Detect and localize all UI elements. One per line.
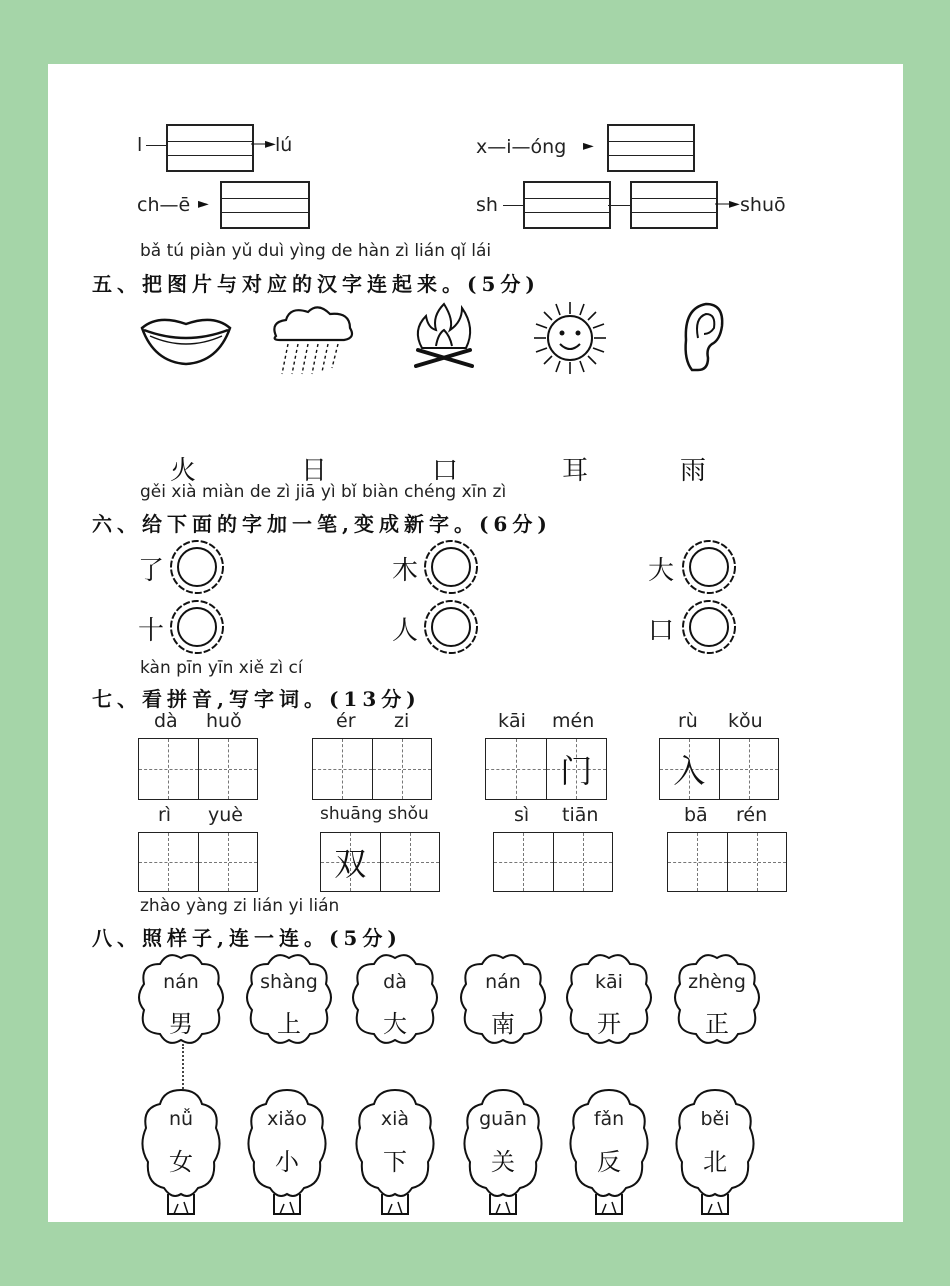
ear-icon: [678, 300, 726, 374]
grid-cell[interactable]: [373, 739, 432, 799]
base-char: 木: [392, 556, 419, 586]
match-char[interactable]: 日: [301, 456, 328, 486]
grid-cell[interactable]: [720, 739, 779, 799]
grid-cell[interactable]: 入: [660, 739, 720, 799]
grid-cell[interactable]: [554, 833, 613, 891]
word-pinyin: shuāng: [320, 804, 383, 824]
flower-pinyin: shàng: [260, 971, 318, 993]
word-pinyin: ér: [336, 710, 356, 732]
spell-left: sh: [476, 194, 498, 216]
tree-pinyin: xiǎo: [267, 1108, 307, 1130]
flower-answer-icon[interactable]: [680, 538, 738, 596]
writing-grid[interactable]: [485, 738, 607, 800]
flower-answer-icon[interactable]: [168, 538, 226, 596]
match-char[interactable]: 雨: [680, 456, 707, 486]
heading-pinyin: kàn pīn yīn xiě zì cí: [140, 658, 303, 678]
word-pinyin: mén: [552, 710, 595, 732]
sun-icon: [532, 300, 608, 376]
flower-pinyin: kāi: [595, 971, 623, 993]
tree-char: 北: [703, 1148, 727, 1176]
grid-cell[interactable]: [728, 833, 787, 891]
connector-line: [608, 205, 630, 206]
rain-cloud-icon: [266, 304, 358, 378]
tree-pinyin: nǚ: [168, 1108, 194, 1130]
writing-grid[interactable]: [138, 738, 258, 800]
connector-line: [146, 145, 166, 146]
tree-char: 下: [383, 1148, 407, 1176]
heading-pinyin: gěi xià miàn de zì jiā yì bǐ biàn chéng xīn zì: [140, 482, 507, 502]
fire-icon: [408, 300, 480, 372]
flower-answer-icon[interactable]: [422, 538, 480, 596]
match-char[interactable]: 火: [170, 456, 197, 486]
grid-cell[interactable]: [381, 833, 440, 891]
pinyin-answer-box[interactable]: [220, 181, 310, 229]
section-heading-5: 五、把图片与对应的汉字连起来。(5分): [92, 272, 540, 296]
grid-cell[interactable]: [486, 739, 547, 799]
word-pinyin: huǒ: [206, 710, 242, 732]
word-pinyin: shǒu: [388, 804, 429, 824]
section-heading-6: 六、给下面的字加一笔,变成新字。(6分): [92, 512, 552, 536]
tree-char: 关: [491, 1148, 515, 1176]
flower-char: 正: [705, 1010, 729, 1038]
writing-grid[interactable]: [138, 832, 258, 892]
grid-cell[interactable]: [139, 739, 199, 799]
word-pinyin: rén: [736, 804, 768, 826]
flower-pinyin: nán: [485, 971, 521, 993]
base-char: 大: [648, 556, 675, 586]
match-char[interactable]: 口: [432, 456, 459, 486]
base-char: 人: [392, 616, 419, 646]
word-pinyin: kǒu: [728, 710, 763, 732]
writing-grid[interactable]: [659, 738, 779, 800]
spell-result: lú: [275, 134, 293, 156]
heading-pinyin: bǎ tú piàn yǔ duì yìng de hàn zì lián qǐ lái: [140, 241, 492, 261]
worksheet-page: [48, 64, 903, 1222]
word-pinyin: rù: [678, 710, 698, 732]
flower-char: 大: [383, 1010, 407, 1038]
grid-cell[interactable]: [199, 833, 258, 891]
word-pinyin: kāi: [498, 710, 526, 732]
base-char: 了: [138, 556, 165, 586]
section-heading-7: 七、看拼音,写字词。(13分): [92, 687, 421, 711]
flower-answer-icon[interactable]: [422, 598, 480, 656]
word-pinyin: bā: [684, 804, 708, 826]
tree-char: 女: [169, 1148, 193, 1176]
spell-result: shuō: [740, 194, 786, 216]
writing-grid[interactable]: [320, 832, 440, 892]
word-pinyin: sì: [514, 804, 530, 826]
spell-left: l: [137, 134, 143, 156]
grid-cell[interactable]: 门: [547, 739, 607, 799]
flower-char: 男: [169, 1010, 193, 1038]
grid-cell[interactable]: [139, 833, 199, 891]
flower-pinyin: nán: [163, 971, 199, 993]
tree-pinyin: xià: [380, 1108, 410, 1130]
flower-answer-icon[interactable]: [168, 598, 226, 656]
pinyin-answer-box[interactable]: [166, 124, 254, 172]
pinyin-answer-box[interactable]: [630, 181, 718, 229]
mouth-icon: [138, 312, 234, 368]
tree-char: 反: [597, 1148, 621, 1176]
flower-pinyin: dà: [383, 971, 407, 993]
word-pinyin: zi: [394, 710, 410, 732]
flower-char: 上: [277, 1010, 301, 1038]
tree-pinyin: běi: [700, 1108, 730, 1130]
word-pinyin: yuè: [208, 804, 243, 826]
grid-cell[interactable]: [313, 739, 373, 799]
pinyin-answer-box[interactable]: [607, 124, 695, 172]
spell-left: ch—ē: [137, 194, 191, 216]
grid-cell[interactable]: 双: [321, 833, 381, 891]
arrow-right-icon: ―►: [251, 136, 276, 152]
tree-pinyin: guān: [479, 1108, 527, 1130]
flower-pinyin: zhèng: [688, 971, 746, 993]
tree-char: 小: [275, 1148, 299, 1176]
word-pinyin: dà: [154, 710, 178, 732]
grid-cell[interactable]: [199, 739, 258, 799]
writing-grid[interactable]: [667, 832, 787, 892]
arrow-right-icon: ►: [583, 138, 594, 154]
word-pinyin: rì: [158, 804, 172, 826]
base-char: 十: [138, 616, 165, 646]
flower-answer-icon[interactable]: [680, 598, 738, 656]
flower-char: 开: [597, 1010, 621, 1038]
pinyin-answer-box[interactable]: [523, 181, 611, 229]
arrow-right-icon: ►: [198, 196, 209, 212]
heading-pinyin: zhào yàng zi lián yi lián: [140, 896, 340, 916]
grid-cell[interactable]: [494, 833, 554, 891]
tree-pinyin: fǎn: [593, 1108, 625, 1130]
arrow-right-icon: ―►: [715, 196, 740, 212]
connector-line: [503, 205, 523, 206]
writing-grid[interactable]: [312, 738, 432, 800]
flower-char: 南: [491, 1010, 515, 1038]
writing-grid[interactable]: [493, 832, 613, 892]
base-char: 口: [648, 616, 675, 646]
spell-left: x—i—óng: [476, 136, 567, 158]
section-heading-8: 八、照样子,连一连。(5分): [92, 926, 402, 950]
word-pinyin: tiān: [562, 804, 599, 826]
match-char[interactable]: 耳: [562, 456, 589, 486]
grid-cell[interactable]: [668, 833, 728, 891]
